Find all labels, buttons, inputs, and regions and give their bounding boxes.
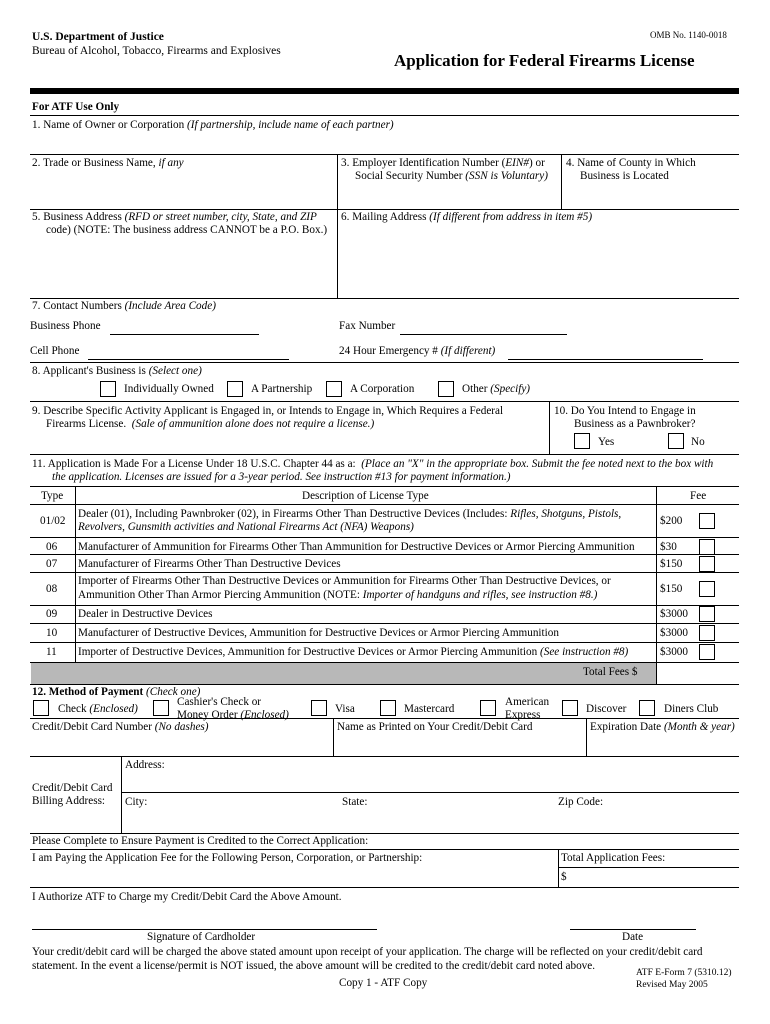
pawnbroker-yes-label: Yes: [598, 436, 615, 448]
city-label: City:: [125, 796, 148, 808]
row-11-checkbox[interactable]: [699, 644, 715, 660]
signature-label: Signature of Cardholder: [147, 931, 256, 943]
charge-notice: Your credit/debit card will be charged the above stated amount upon receipt of your application. The charge will be reflected on your credit/debit card: [32, 946, 703, 958]
cashiers-check-checkbox[interactable]: [153, 700, 169, 716]
total-fees-field[interactable]: [657, 663, 739, 684]
complete-notice: Please Complete to Ensure Payment is Credited to the Correct Application:: [32, 835, 369, 847]
row-09-desc: Dealer in Destructive Devices: [78, 608, 213, 620]
col-desc-header: Description of License Type: [302, 490, 429, 502]
row-0102-fee: $200: [660, 515, 683, 527]
item6-label: 6. Mailing Address (If different from address in item #5): [341, 211, 593, 223]
revised-date: Revised May 2005: [636, 980, 708, 990]
charge-notice-line2: statement. In the event a license/permit is NOT issued, the above amount will be credited to the credit/debit card noted above.: [32, 960, 596, 972]
item5-label: 5. Business Address (RFD or street number, city, State, and ZIP: [32, 211, 317, 223]
item4-label-line2: Business is Located: [580, 170, 669, 182]
discover-label: Discover: [586, 703, 627, 715]
discover-checkbox[interactable]: [562, 700, 578, 716]
name-on-card-label: Name as Printed on Your Credit/Debit Card: [337, 721, 533, 733]
item11-intro-line2: the application. Licenses are issued for a 3-year period. See instruction #13 for payment information.): [52, 471, 511, 483]
item5-label-line2: code) (NOTE: The business address CANNOT be a P.O. Box.): [46, 224, 328, 236]
row-08-desc: Importer of Firearms Other Than Destructive Devices or Ammunition for Firearms Other Than Destructive Devices, or: [78, 575, 611, 587]
shaded-area: [31, 663, 656, 684]
other-checkbox[interactable]: [438, 381, 454, 397]
diners-label: Diners Club: [664, 703, 719, 715]
row-07-desc: Manufacturer of Firearms Other Than Destructive Devices: [78, 558, 341, 570]
visa-checkbox[interactable]: [311, 700, 327, 716]
item10-label: 10. Do You Intend to Engage in: [554, 405, 696, 417]
fax-label: Fax Number: [339, 320, 396, 332]
owner-name-field[interactable]: [30, 133, 739, 153]
state-label: State:: [342, 796, 368, 808]
cashiers-check-label: Cashier's Check or: [177, 696, 262, 708]
total-fees-label: Total Fees $: [583, 666, 638, 678]
row-09-checkbox[interactable]: [699, 606, 715, 622]
card-number-label: Credit/Debit Card Number (No dashes): [32, 721, 209, 733]
corporation-label: A Corporation: [350, 383, 415, 395]
row-06-type: 06: [46, 541, 58, 553]
visa-label: Visa: [335, 703, 355, 715]
row-06-checkbox[interactable]: [699, 539, 715, 555]
emergency-label: 24 Hour Emergency # (If different): [339, 345, 496, 357]
row-07-checkbox[interactable]: [699, 556, 715, 572]
pawnbroker-no-label: No: [691, 436, 705, 448]
item12-label: 12. Method of Payment (Check one): [32, 686, 201, 698]
row-11-fee: $3000: [660, 646, 688, 658]
col-type-header: Type: [41, 490, 64, 502]
pawnbroker-yes-checkbox[interactable]: [574, 433, 590, 449]
check-label: Check (Enclosed): [58, 703, 138, 715]
col-fee-header: Fee: [690, 490, 707, 502]
omb-number: OMB No. 1140-0018: [650, 30, 727, 40]
row-07-fee: $150: [660, 558, 683, 570]
row-08-type: 08: [46, 583, 58, 595]
row-08-desc-line2: Ammunition Other Than Armor Piercing Ammunition (NOTE: Importer of handguns and rifles, see instruction #8.): [78, 589, 598, 601]
row-10-type: 10: [46, 627, 58, 639]
item11-intro: 11. Application is Made For a License Under 18 U.S.C. Chapter 44 as a: (Place an "X" in the appropriate box. Submit the fee noted next to the box with: [32, 458, 714, 470]
date-line[interactable]: [570, 929, 696, 930]
card-number-field[interactable]: [32, 735, 328, 755]
row-10-checkbox[interactable]: [699, 625, 715, 641]
address-label: Address:: [125, 759, 165, 771]
row-09-fee: $3000: [660, 608, 688, 620]
billing-address-label-line2: Billing Address:: [32, 795, 106, 807]
amex-label-line2: Express: [505, 709, 541, 721]
row-10-desc: Manufacturer of Destructive Devices, Ammunition for Destructive Devices or Armor Piercing Ammunition: [78, 627, 559, 639]
row-06-desc: Manufacturer of Ammunition for Firearms Other Than Ammunition for Destructive Devices or Armor Piercing Ammunition: [78, 541, 635, 553]
item9-label-line2: Firearms License. (Sale of ammunition alone does not require a license.): [46, 418, 375, 430]
zip-label: Zip Code:: [558, 796, 604, 808]
item1-label: 1. Name of Owner or Corporation (If partnership, include name of each partner): [32, 119, 394, 131]
mastercard-checkbox[interactable]: [380, 700, 396, 716]
partnership-checkbox[interactable]: [227, 381, 243, 397]
pawnbroker-no-checkbox[interactable]: [668, 433, 684, 449]
row-11-type: 11: [46, 646, 57, 658]
header-rule: [30, 88, 739, 94]
emergency-field[interactable]: [508, 359, 703, 360]
cell-phone-field[interactable]: [88, 359, 289, 360]
item8-label: 8. Applicant's Business is (Select one): [32, 365, 202, 377]
row-0102-desc-line2: Revolvers, Gunsmith activities and National Firearms Act (NFA) Weapons): [78, 521, 414, 533]
signature-line[interactable]: [32, 929, 377, 930]
item10-label-line2: Business as a Pawnbroker?: [574, 418, 696, 430]
item9-label: 9. Describe Specific Activity Applicant is Engaged in, or Intends to Engage in, Which Requires a Federal: [32, 405, 504, 417]
check-checkbox[interactable]: [33, 700, 49, 716]
billing-address-label: Credit/Debit Card: [32, 782, 113, 794]
item4-label: 4. Name of County in Which: [566, 157, 696, 169]
individually-owned-checkbox[interactable]: [100, 381, 116, 397]
row-10-fee: $3000: [660, 627, 688, 639]
diners-checkbox[interactable]: [639, 700, 655, 716]
individually-owned-label: Individually Owned: [124, 383, 214, 395]
corporation-checkbox[interactable]: [326, 381, 342, 397]
form-number: ATF E-Form 7 (5310.12): [636, 968, 732, 978]
date-label: Date: [622, 931, 644, 943]
amex-label: American: [505, 696, 550, 708]
item7-label: 7. Contact Numbers (Include Area Code): [32, 300, 216, 312]
business-phone-label: Business Phone: [30, 320, 101, 332]
row-0102-desc: Dealer (01), Including Pawnbroker (02), in Firearms Other Than Destructive Devices (Includes: Rifles, Shotguns, Pistols,: [78, 508, 622, 520]
mastercard-label: Mastercard: [404, 703, 455, 715]
atf-use-only: For ATF Use Only: [32, 101, 120, 113]
item2-label: 2. Trade or Business Name, if any: [32, 157, 184, 169]
total-application-fees-label: Total Application Fees:: [561, 852, 666, 864]
row-08-checkbox[interactable]: [699, 581, 715, 597]
row-08-fee: $150: [660, 583, 683, 595]
paying-for-label: I am Paying the Application Fee for the Following Person, Corporation, or Partnership:: [32, 852, 423, 864]
item3-label-line2: Social Security Number (SSN is Voluntary): [355, 170, 548, 182]
row-09-type: 09: [46, 608, 58, 620]
partnership-label: A Partnership: [251, 383, 313, 395]
form-title: Application for Federal Firearms License: [394, 51, 695, 70]
copy-label: Copy 1 - ATF Copy: [339, 977, 428, 989]
authorize-statement: I Authorize ATF to Charge my Credit/Debit Card the Above Amount.: [32, 891, 342, 903]
money-order-label: Money Order (Enclosed): [177, 709, 289, 721]
row-06-fee: $30: [660, 541, 677, 553]
row-11-desc: Importer of Destructive Devices, Ammunition for Destructive Devices or Armor Piercing Ammunition (See instruction #8): [78, 646, 629, 658]
other-label: Other (Specify): [462, 383, 531, 395]
fax-field[interactable]: [400, 334, 567, 335]
amex-checkbox[interactable]: [480, 700, 496, 716]
row-07-type: 07: [46, 558, 58, 570]
expiration-label: Expiration Date (Month & year): [590, 721, 735, 733]
row-0102-checkbox[interactable]: [699, 513, 715, 529]
total-application-fees-dollar: $: [561, 871, 567, 883]
row-0102-type: 01/02: [40, 515, 66, 527]
item3-label: 3. Employer Identification Number (EIN#) or: [341, 157, 545, 169]
business-phone-field[interactable]: [110, 334, 259, 335]
bureau-name: Bureau of Alcohol, Tobacco, Firearms and Explosives: [32, 45, 281, 57]
department-name: U.S. Department of Justice: [32, 31, 164, 43]
cell-phone-label: Cell Phone: [30, 345, 80, 357]
